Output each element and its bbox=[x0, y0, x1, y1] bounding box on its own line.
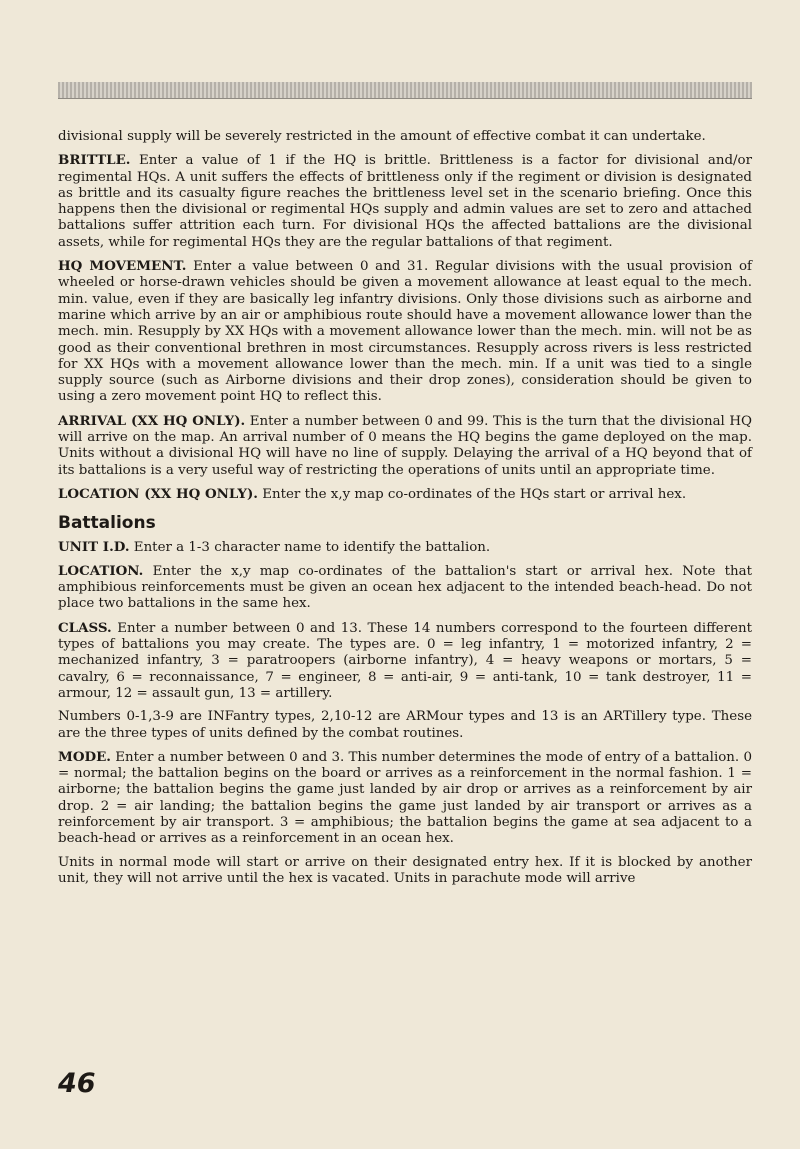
entry-term: UNIT I.D. bbox=[58, 538, 130, 555]
entry-text: Enter a number between 0 and 13. These 14 numbers correspond to the fourteen different types of battalions you may create. The types are. 0 = leg infantry, 1 = motorized infantry, 2 = mechanized infantry, 3 = paratroopers (airborne infantry), 4 = heavy weapons or mortars, 5 = cavalry, 6 = reconnaissance, 7 = engineer, 8 = anti-air, 9 = anti-tank, 10 = tank destroyer, 11 = armour, 12 = assault gun, 13 = artillery. bbox=[58, 620, 752, 701]
entry-term: ARRIVAL (XX HQ ONLY). bbox=[58, 412, 246, 429]
entry-term: CLASS. bbox=[58, 619, 112, 636]
continuation-paragraph: divisional supply will be severely restricted in the amount of effective combat it can undertake. bbox=[58, 129, 706, 144]
entry-text: Enter a number between 0 and 3. This number determines the mode of entry of a battalion. 0 = normal; the battalion begins on the board or arrives as a reinforcement in the normal fashion. 1 = airborne; the battalion begins the game just landed by air drop or arrives as a reinforcement by air drop. 2 = air landing; the battalion begins the game just landed by air transport or arrives as a reinforcement by air transport. 3 = amphibious; the battalion begins the game at sea adjacent to a beach-head or arrives as a reinforcement in an ocean hex. bbox=[58, 749, 752, 847]
entry-text: Enter the x,y map co-ordinates of the HQs start or arrival hex. bbox=[257, 486, 687, 502]
entry-term: LOCATION (XX HQ ONLY). bbox=[58, 485, 258, 502]
entry-class bbox=[58, 620, 752, 702]
entry-text: Enter a value between 0 and 31. Regular divisions with the usual provision of wheeled or horse-drawn vehicles should be given a movement allowance at least equal to the mech. min. value, even if they are basically leg infantry divisions. Only those divisions such as airborne and marine which arrive by an air or amphibious route should have a movement allowance lower than the mech. min. Resupply by XX HQs with a movement allowance lower than the mech. min. will not be as good as their conventional brethren in most circumstances. Resupply across rivers is less restricted for XX HQs with a movement allowance lower than the mech. min. If a unit was tied to a single supply source (such as Airborne divisions and their drop zones), consideration should be given to using a zero movement point HQ to reflect this. bbox=[58, 259, 752, 405]
entry-location-battalion bbox=[58, 563, 752, 613]
entry-arrival bbox=[58, 413, 752, 479]
page-number: 46 bbox=[58, 1068, 96, 1099]
entry-text: Enter a 1-3 character name to identify the battalion. bbox=[129, 539, 491, 555]
entry-term: MODE. bbox=[58, 748, 111, 765]
entry-unit-id bbox=[58, 539, 752, 556]
closing-paragraph: Units in normal mode will start or arrive on their designated entry hex. If it is blocked by another unit, they will not arrive until the hex is vacated. Units in parachute mode will arrive bbox=[58, 854, 752, 886]
entry-text: Enter a value of 1 if the HQ is brittle. Brittleness is a factor for divisional and/or regimental HQs. A unit suffers the effects of brittleness only if the regiment or division is designated as brittle and its casualty figure reaches the brittleness level set in the scenario briefing. Once this happens then the divisional or regimental HQs supply and admin values are set to zero and attached battalions suffer attrition each turn. For divisional HQs the affected battalions are the divisional assets, while for regimental HQs they are the regular battalions of that regiment. bbox=[58, 153, 752, 250]
class-note-paragraph: Numbers 0-1,3-9 are INFantry types, 2,10-12 are ARMour types and 13 is an ARTillery type. These are the three types of units defined by the combat routines. bbox=[58, 709, 752, 741]
entry-location-hq bbox=[58, 486, 752, 503]
entry-brittle bbox=[58, 152, 752, 251]
manual-page-body bbox=[58, 129, 752, 894]
entry-hq-movement bbox=[58, 258, 752, 406]
entry-term: BRITTLE. bbox=[58, 152, 131, 169]
entry-term: HQ MOVEMENT. bbox=[58, 258, 187, 275]
header-rule bbox=[58, 82, 752, 99]
section-heading-battalions: Battalions bbox=[58, 513, 156, 534]
entry-text: Enter the x,y map co-ordinates of the battalion's start or arrival hex. Note that amphibious reinforcements must be given an ocean hex adjacent to the intended beach-head. Do not place two battalions in the same hex. bbox=[58, 563, 752, 612]
entry-mode bbox=[58, 749, 752, 848]
entry-term: LOCATION. bbox=[58, 562, 144, 579]
entry-text: Enter a number between 0 and 99. This is the turn that the divisional HQ will arrive on the map. An arrival number of 0 means the HQ begins the game deployed on the map. Units without a divisional HQ will have no line of supply. Delaying the arrival of a HQ beyond that of its battalions is a very useful way of restricting the operations of units until an appropriate time. bbox=[58, 413, 752, 478]
